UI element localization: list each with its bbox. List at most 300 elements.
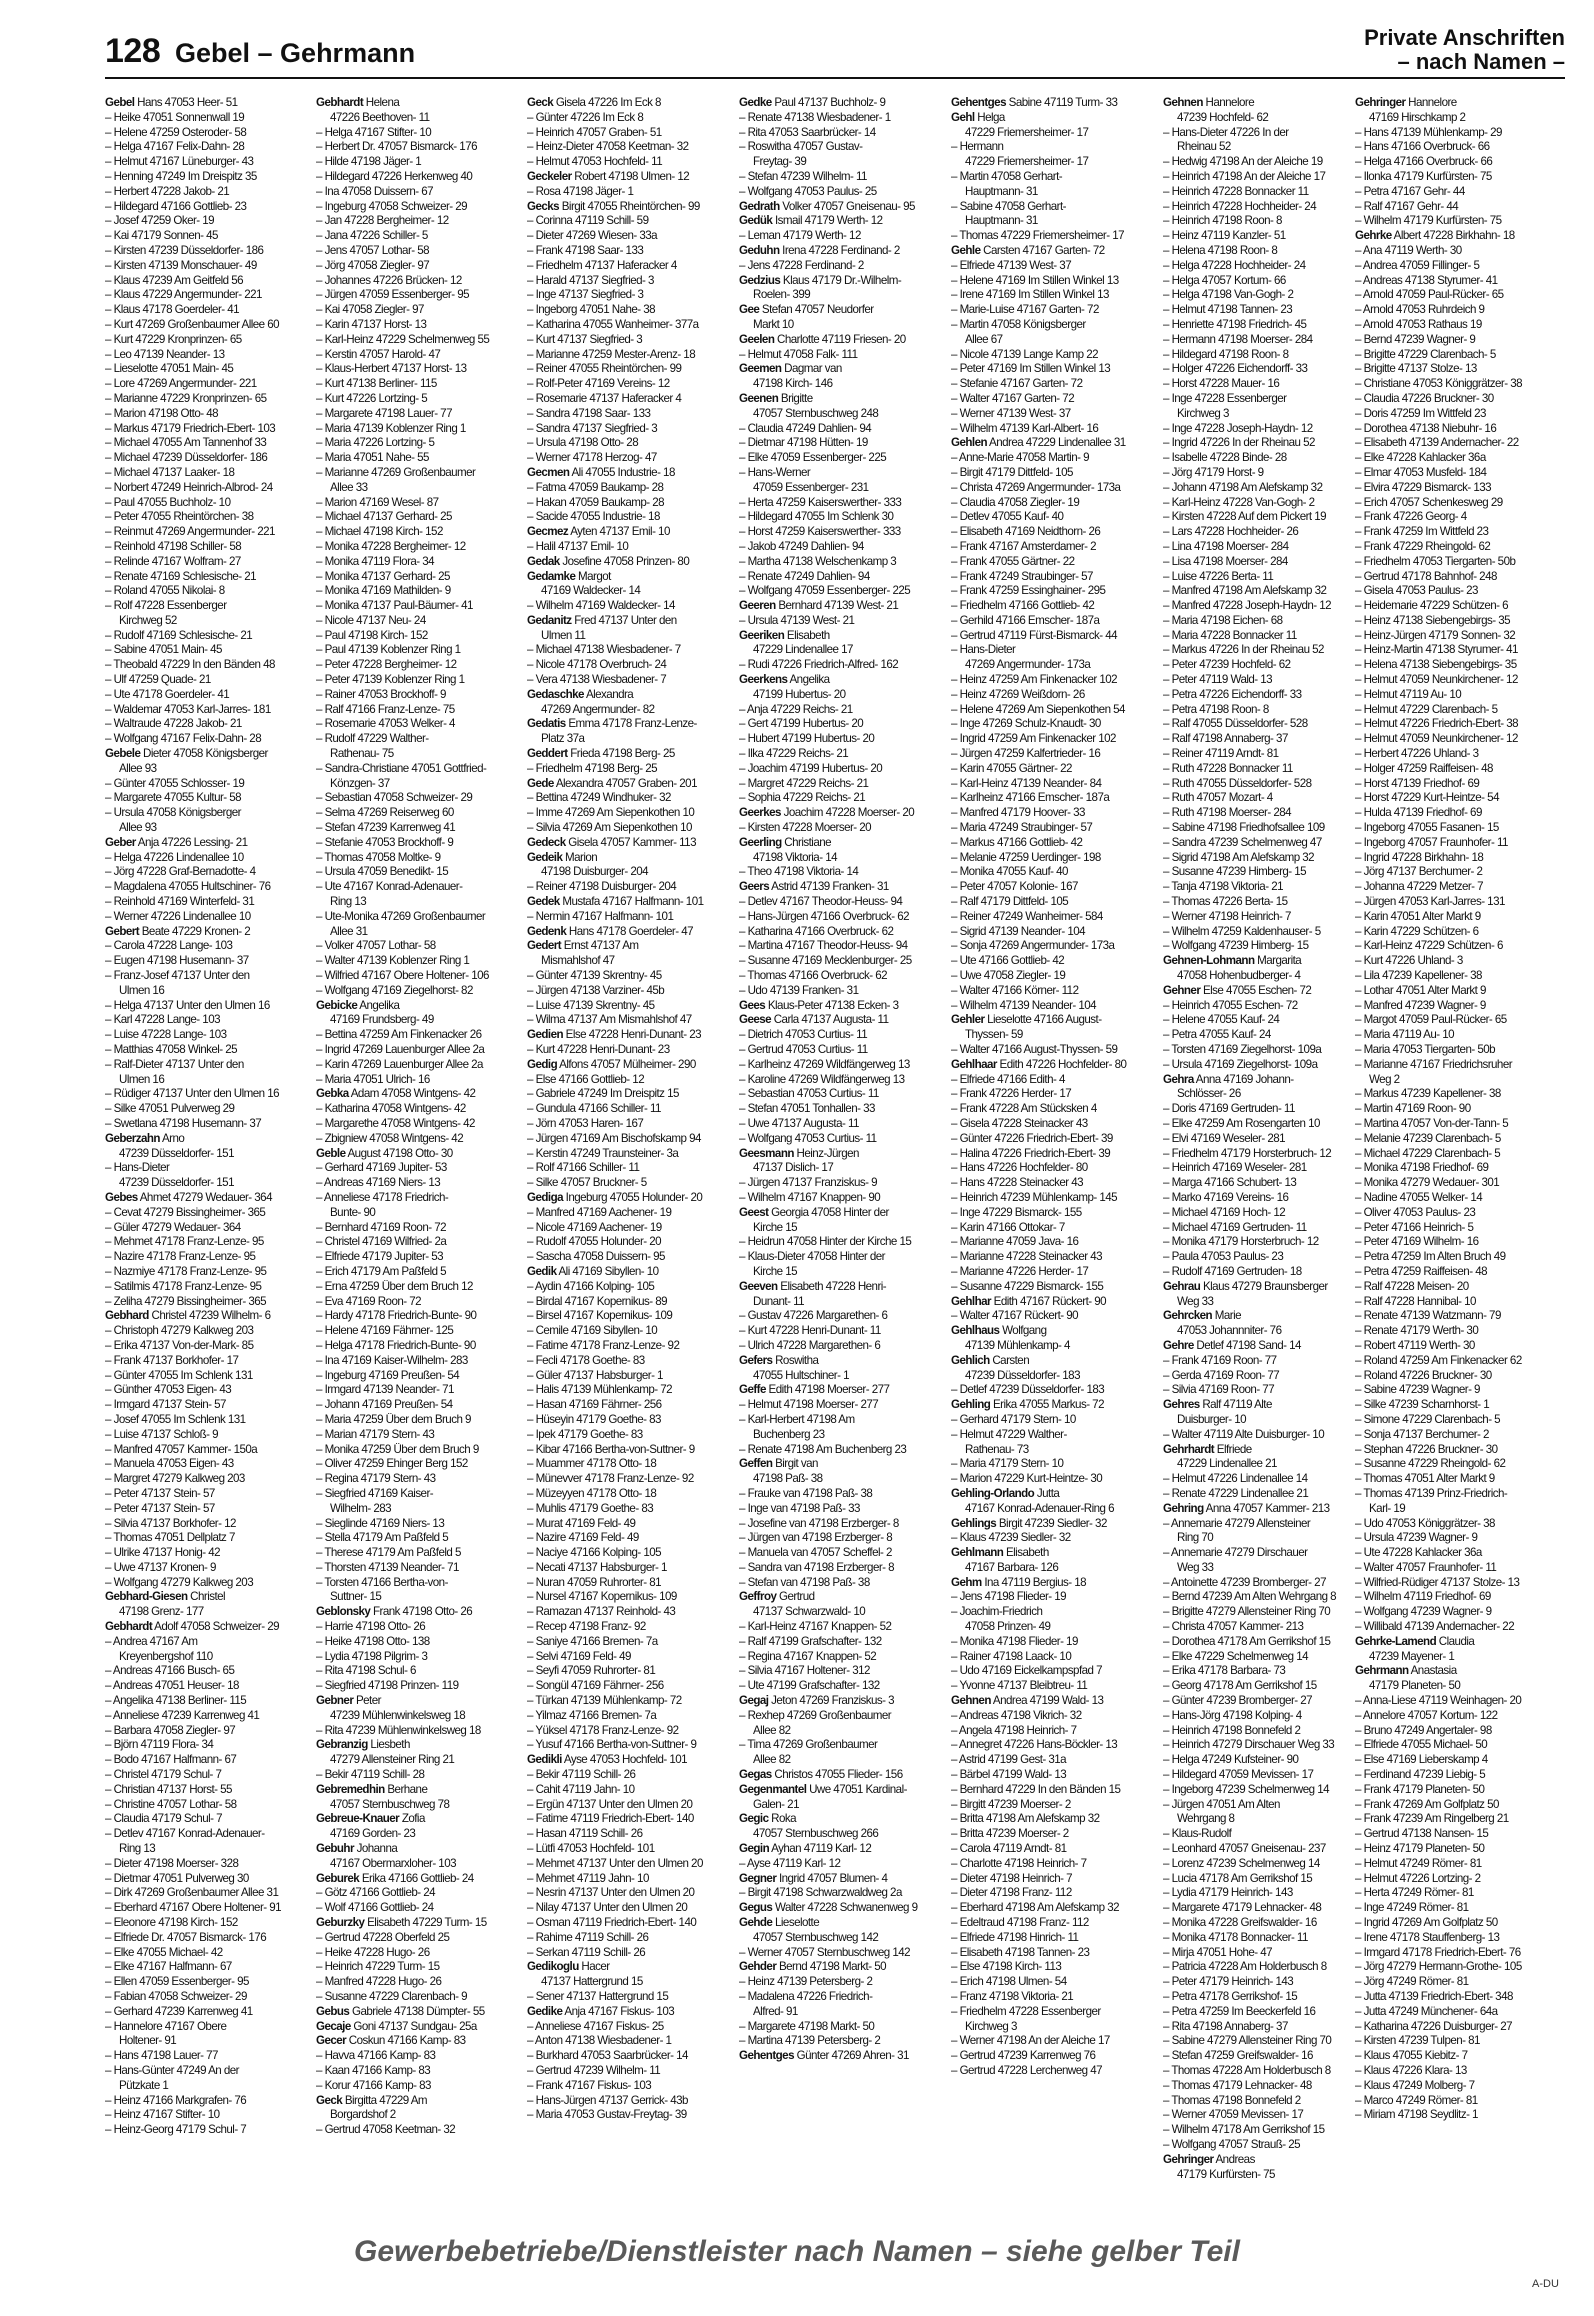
directory-entry: – Dirk 47269 Großenbaumer Allee 31	[105, 1886, 279, 1900]
directory-entry: Weg 33	[1177, 1294, 1214, 1308]
directory-entry: – Heinrich 47169 Weseler- 281	[1163, 1161, 1307, 1175]
directory-entry: – Wolfgang 47239 Himberg- 15	[1163, 939, 1309, 953]
directory-entry: 47167 Barbara- 126	[965, 1560, 1059, 1574]
directory-entry: – Marianne 47226 Herder- 17	[951, 1264, 1089, 1278]
directory-entry: – Renate 47138 Wiesbadener- 1	[739, 110, 891, 124]
directory-entry: – Tima 47269 Großenbaumer	[739, 1738, 878, 1752]
directory-entry: – Erika 47137 Von-der-Mark- 85	[105, 1338, 254, 1352]
directory-entry: – Christoph 47279 Kalkweg 203	[105, 1324, 254, 1338]
directory-entry: – Irmgard 47137 Stein- 57	[105, 1398, 226, 1412]
directory-entry: – Thomas 47139 Prinz-Friedrich-	[1355, 1486, 1508, 1500]
directory-entry: – Stephan 47226 Bruckner- 30	[1355, 1442, 1498, 1456]
directory-entry: – Karoline 47269 Wildfängerweg 13	[739, 1072, 905, 1086]
directory-entry: – Hans-Jürgen 47166 Overbruck- 62	[739, 909, 910, 923]
directory-entry: – Burkhard 47053 Saarbrücker- 14	[527, 2049, 688, 2063]
directory-entry: – Stefan 47239 Karrenweg 41	[316, 821, 456, 835]
directory-entry: – Rainer 47198 Laack- 10	[951, 1649, 1072, 1663]
directory-entry: Gedik Ali 47169 Sibyllen- 10	[527, 1264, 659, 1278]
directory-entry: Wehrgang 8	[1177, 1812, 1235, 1826]
directory-entry: Gehlich Carsten	[951, 1353, 1030, 1367]
directory-entry: – Detlev 47167 Theodor-Heuss- 94	[739, 895, 903, 909]
directory-entry: – Frauke van 47198 Paß- 38	[739, 1486, 873, 1500]
directory-entry: – Ruth 47057 Mozart- 4	[1163, 791, 1273, 805]
directory-entry: Karl- 19	[1369, 1501, 1406, 1515]
directory-entry: – Monika 47137 Paul-Bäumer- 41	[316, 599, 473, 613]
directory-entry: Geeriken Elisabeth	[739, 628, 830, 642]
directory-entry: – Helmut 47198 Tannen- 23	[1163, 303, 1293, 317]
directory-entry: – Lothar 47051 Alter Markt 9	[1355, 983, 1486, 997]
directory-entry: – Korur 47166 Kamp- 83	[316, 2078, 431, 2092]
directory-entry: – Paul 47055 Buchholz- 10	[105, 495, 231, 509]
directory-entry: – Rudi 47226 Friedrich-Alfred- 162	[739, 658, 899, 672]
directory-entry: – Gert 47199 Hubertus- 20	[739, 717, 864, 731]
directory-entry: – Kai 47058 Ziegler- 97	[316, 303, 424, 317]
directory-entry: Gees Klaus-Peter 47138 Ecken- 3	[739, 998, 899, 1012]
directory-entry: – Luise 47228 Lange- 103	[105, 1028, 227, 1042]
directory-entry: – Inge van 47198 Paß- 33	[739, 1501, 860, 1515]
directory-entry: – Werner 47198 An der Aleiche 17	[951, 2034, 1110, 2048]
directory-entry: 47055 Hultschiner- 1	[753, 1368, 849, 1382]
directory-entry: – Günter 47226 Friedrich-Ebert- 39	[951, 1131, 1113, 1145]
directory-entry: – Monika 47178 Bonnacker- 11	[1163, 1930, 1308, 1944]
directory-entry: – Georg 47178 Am Gerrikshof 15	[1163, 1679, 1317, 1693]
directory-entry: Gehrke Albert 47228 Birkhahn- 18	[1355, 229, 1515, 243]
directory-entry: – Inge 47228 Essenberger	[1163, 391, 1287, 405]
directory-entry: – Songül 47169 Fährner- 256	[527, 1679, 664, 1693]
directory-entry: – Recep 47198 Franz- 92	[527, 1620, 646, 1634]
directory-entry: – Christian 47137 Horst- 55	[105, 1782, 232, 1796]
directory-entry: – Horst 47229 Kurt-Heintze- 54	[1355, 791, 1499, 805]
directory-entry: – Martina 47139 Petersberg- 2	[739, 2034, 881, 2048]
directory-entry: Gecks Birgit 47055 Rheintörchen- 99	[527, 199, 700, 213]
directory-entry: – Helga 47226 Lindenallee 10	[105, 850, 244, 864]
directory-entry: – Manfred 47169 Aachener- 19	[527, 1205, 672, 1219]
directory-entry: – Rita 47053 Saarbrücker- 14	[739, 125, 876, 139]
directory-entry: – Ingeburg 47169 Preußen- 54	[316, 1368, 460, 1382]
directory-entry: – Elke 47229 Schelmenweg 14	[1163, 1649, 1308, 1663]
directory-column	[1355, 96, 1560, 2201]
directory-entry: 47053 Johannniter- 76	[1177, 1324, 1282, 1338]
directory-entry: Gedük Ismail 47179 Werth- 12	[739, 214, 883, 228]
directory-entry: – Kurt 47228 Henri-Dunant- 23	[527, 1043, 670, 1056]
directory-entry: Gebhard Christel 47239 Wilhelm- 6	[105, 1309, 271, 1323]
directory-entry: 47167 Obermarxloher- 103	[330, 1856, 457, 1870]
directory-entry: – Bekir 47119 Schill- 28	[316, 1768, 425, 1782]
directory-entry: – Klaus 47178 Goerdeler- 41	[105, 303, 240, 317]
directory-entry: – Nursel 47167 Kopernikus- 109	[527, 1590, 677, 1604]
directory-entry: Geburek Erika 47166 Gottlieb- 24	[316, 1871, 474, 1885]
directory-entry: – Swetlana 47198 Husemann- 37	[105, 1116, 262, 1130]
directory-entry: – Yilmaz 47166 Bremen- 7a	[527, 1708, 657, 1722]
directory-entry: – Petra 47178 Gerrikshof- 15	[1163, 1990, 1298, 2003]
directory-entry: 47198 Kirch- 146	[753, 377, 833, 391]
directory-entry: – Johann 47169 Preußen- 54	[316, 1398, 453, 1412]
directory-entry: 47198 Paß- 38	[753, 1472, 823, 1486]
directory-entry: – Christine 47057 Lothar- 58	[105, 1797, 237, 1811]
corner-code: A-DU	[1532, 2278, 1559, 2290]
directory-entry: – Elke 47228 Kahlacker 36a	[1355, 451, 1486, 465]
directory-entry: – Christa 47057 Kammer- 213	[1163, 1620, 1304, 1634]
directory-entry: – Karl-Heinz 47229 Schützen- 6	[1355, 939, 1503, 953]
directory-entry: – Siegfried 47198 Prinzen- 119	[316, 1679, 459, 1693]
directory-entry: Gehre Detlef 47198 Sand- 14	[1163, 1338, 1301, 1352]
directory-entry: – Marian 47179 Stern- 43	[316, 1427, 435, 1441]
directory-entry: – Ralf-Dieter 47137 Unter den	[105, 1057, 244, 1071]
directory-entry: – Monika 47259 Über dem Bruch 9	[316, 1442, 479, 1456]
directory-entry: Gebner Peter	[316, 1694, 381, 1708]
directory-entry: – Nazmiye 47178 Franz-Lenze- 95	[105, 1264, 267, 1278]
directory-entry: – Martin 47058 Gerhart-	[951, 169, 1063, 183]
directory-entry: – Cahit 47119 Jahn- 10	[527, 1782, 635, 1796]
section-title-line-1: Private Anschriften	[1364, 25, 1565, 50]
directory-entry: – Werner 47226 Lindenallee 10	[105, 909, 251, 923]
directory-entry: – Margarete 47198 Markt- 50	[739, 2019, 875, 2033]
directory-entry: – Helmut 47198 Moerser- 277	[739, 1398, 879, 1412]
directory-entry: – Frank 47228 Am Stücksken 4	[951, 1102, 1097, 1116]
directory-entry: – Peter 47166 Heinrich- 5	[1355, 1220, 1474, 1234]
directory-entry: Gehringer Hannelore	[1355, 96, 1457, 109]
directory-entry: Gehm Ina 47119 Bergius- 18	[951, 1575, 1087, 1589]
directory-entry: 47169 Gorden- 23	[330, 1827, 416, 1841]
directory-entry: Gedikoglu Hacer	[527, 1960, 610, 1974]
directory-entry: Geffroy Gertrud	[739, 1590, 815, 1604]
directory-entry: – Hubert 47199 Hubertus- 20	[739, 732, 875, 746]
directory-entry: Gedeik Marion	[527, 850, 598, 864]
directory-entry: – Ruth 47228 Bonnacker 11	[1163, 761, 1293, 775]
directory-entry: – Thomas 47051 Dellplatz 7	[105, 1531, 235, 1545]
directory-entry: Geers Astrid 47139 Franken- 31	[739, 880, 889, 894]
directory-entry: – Lars 47228 Hochheider- 26	[1163, 525, 1299, 539]
directory-entry: – Monika 47228 Bergheimer- 12	[316, 539, 466, 553]
directory-entry: – Kibar 47166 Bertha-von-Suttner- 9	[527, 1442, 695, 1456]
directory-entry: – Nadine 47055 Welker- 14	[1355, 1190, 1483, 1204]
directory-entry: Kirche 15	[753, 1264, 798, 1278]
directory-entry: – Thomas 47166 Overbruck- 62	[739, 969, 888, 983]
directory-entry: – Margret 47279 Kalkweg 203	[105, 1472, 245, 1486]
directory-entry: – Karin 47229 Schützen- 6	[1355, 924, 1479, 938]
directory-entry: – Nesrin 47137 Unter den Ulmen 20	[527, 1886, 695, 1900]
directory-entry: 47229 Friemersheimer- 17	[965, 155, 1089, 169]
directory-entry: – Thomas 47051 Alter Markt 9	[1355, 1472, 1495, 1486]
directory-entry: – Helene 47259 Osteroder- 58	[105, 125, 247, 139]
directory-entry: – Magdalena 47055 Hultschiner- 76	[105, 880, 271, 894]
directory-entry: – Wolfgang 47053 Curtius- 11	[739, 1131, 877, 1145]
directory-entry: Gehder Bernd 47198 Markt- 50	[739, 1960, 886, 1974]
directory-entry: – Sigrid 47139 Neander- 104	[951, 924, 1086, 938]
directory-entry: Ulmen 16	[119, 983, 165, 997]
directory-entry: Kirche 15	[753, 1220, 798, 1234]
directory-entry: – Birdal 47167 Kopernikus- 89	[527, 1294, 668, 1308]
directory-entry: – Patricia 47228 Am Holderbusch 8	[1163, 1960, 1327, 1974]
directory-entry: – Nilay 47137 Unter den Ulmen 20	[527, 1901, 688, 1915]
directory-entry: – Kurt 47138 Berliner- 115	[316, 377, 437, 391]
directory-entry: – Aydin 47166 Kolping- 105	[527, 1279, 655, 1293]
directory-entry: – Helena 47198 Roon- 8	[1163, 243, 1278, 257]
directory-entry: – Marion 47229 Kurt-Heintze- 30	[951, 1472, 1103, 1486]
directory-entry: – Eugen 47198 Husemann- 37	[105, 954, 249, 968]
directory-entry: – Elmar 47053 Musfeld- 184	[1355, 465, 1487, 479]
directory-entry: – Kaan 47166 Kamp- 83	[316, 2063, 431, 2077]
directory-entry: Gedeck Gisela 47057 Kammer- 113	[527, 835, 696, 849]
directory-entry: Gegenmantel Uwe 47051 Kardinal-	[739, 1782, 907, 1796]
directory-entry: – Ralf 47228 Hannibal- 10	[1355, 1294, 1476, 1308]
directory-entry: – Gertrud 47239 Wilhelm- 11	[527, 2063, 661, 2077]
directory-entry: – Jörg 47279 Hermann-Grothe- 105	[1355, 1960, 1522, 1974]
directory-entry: – Helga 47198 Van-Gogh- 2	[1163, 288, 1294, 302]
directory-entry: – Dorothea 47138 Niebuhr- 16	[1355, 421, 1497, 435]
directory-entry: – Frank 47167 Fiskus- 103	[527, 2078, 652, 2092]
directory-entry: – Thomas 47228 Am Holderbusch 8	[1163, 2063, 1331, 2077]
directory-entry: – Erika 47178 Barbara- 73	[1163, 1664, 1286, 1678]
directory-entry: – Heinrich 47057 Graben- 51	[527, 125, 662, 139]
directory-entry: – Margarete 47055 Kultur- 58	[105, 791, 242, 805]
directory-entry: – Elisabeth 47169 Neidthorn- 26	[951, 525, 1101, 539]
directory-entry: – Frank 47169 Roon- 77	[1163, 1353, 1277, 1367]
directory-entry: – Michael 47169 Hoch- 12	[1163, 1205, 1286, 1219]
directory-entry: – Sonja 47137 Berchumer- 2	[1355, 1427, 1489, 1441]
directory-entry: – Nermin 47167 Halfmann- 101	[527, 909, 674, 923]
directory-entry: – Helga 47166 Overbruck- 66	[1355, 155, 1493, 169]
directory-entry: 47137 Dislich- 17	[753, 1161, 834, 1175]
directory-entry: – Johannes 47226 Brücken- 12	[316, 273, 462, 287]
directory-entry: Kirchweg 3	[1177, 406, 1229, 420]
directory-entry: Allee 67	[965, 332, 1003, 346]
directory-entry: – Ursula 47058 Königsberger	[105, 806, 241, 820]
directory-entry: Allee 93	[119, 821, 157, 835]
directory-column	[1163, 96, 1368, 2201]
directory-entry: – Renate 47249 Dahlien- 94	[739, 569, 870, 583]
directory-entry: – Roland 47055 Nikolai- 8	[105, 584, 225, 598]
directory-entry: – Rüdiger 47137 Unter den Ulmen 16	[105, 1087, 280, 1101]
directory-entry: – Martina 47057 Von-der-Tann- 5	[1355, 1116, 1509, 1130]
directory-entry: – Franz-Josef 47137 Unter den	[105, 969, 250, 983]
directory-entry: – Michael 47198 Kirch- 152	[316, 525, 443, 539]
directory-entry: – Maria 47249 Straubinger- 57	[951, 821, 1093, 835]
directory-entry: – Peter 47239 Hochfeld- 62	[1163, 658, 1291, 672]
directory-entry: 47239 Düsseldorfer- 151	[119, 1146, 234, 1160]
directory-entry: – Bettina 47259 Am Finkenacker 26	[316, 1028, 482, 1042]
directory-entry: – Frank 47249 Straubinger- 57	[951, 569, 1093, 583]
directory-entry: – Marion 47198 Otto- 48	[105, 406, 219, 420]
page-range-title: Gebel – Gehrmann	[175, 38, 416, 68]
directory-entry: – Michael 47137 Gerhard- 25	[316, 510, 452, 524]
directory-entry: – Nazire 47178 Franz-Lenze- 95	[105, 1250, 256, 1264]
directory-entry: – Sandra 47198 Saar- 133	[527, 406, 651, 420]
directory-entry: – Sandra 47137 Siegfried- 3	[527, 421, 658, 435]
directory-entry: – Martin 47169 Roon- 90	[1355, 1102, 1471, 1116]
directory-entry: – Jürgen 47169 Am Bischofskamp 94	[527, 1131, 701, 1145]
directory-entry: – Christa 47269 Angermunder- 173a	[951, 480, 1121, 494]
directory-entry: – Claudia 47249 Dahlien- 94	[739, 421, 872, 435]
directory-entry: – Osman 47119 Friedrich-Ebert- 140	[527, 1916, 697, 1930]
directory-entry: Gegus Walter 47228 Schwanenweg 9	[739, 1901, 918, 1915]
directory-entry: – Christel 47169 Wilfried- 2a	[316, 1235, 447, 1249]
directory-entry: – Udo 47053 Königgrätzer- 38	[1355, 1516, 1495, 1530]
directory-entry: – Jutta 47249 Münchener- 64a	[1355, 2004, 1498, 2018]
directory-entry: – Hildegard 47226 Herkenweg 40	[316, 169, 473, 183]
directory-entry: – Maria 47051 Nahe- 55	[316, 451, 429, 465]
directory-entry: – Heidemarie 47229 Schützen- 6	[1355, 599, 1509, 613]
directory-entry: – Karl-Heinz 47229 Schelmenweg 55	[316, 332, 490, 346]
directory-entry: – Jürgen 47137 Franziskus- 9	[739, 1176, 877, 1190]
directory-entry: – Ursula 47139 West- 21	[739, 613, 855, 627]
directory-entry: Gebel Hans 47053 Heer- 51	[105, 96, 238, 109]
directory-entry: – Hakan 47059 Baukamp- 28	[527, 495, 665, 509]
directory-entry: 47169 Waldecker- 14	[541, 584, 641, 598]
directory-entry: – Eleonore 47198 Kirch- 152	[105, 1916, 238, 1930]
directory-entry: – Andreas 47169 Niers- 13	[316, 1176, 441, 1190]
directory-entry: – Werner 47139 West- 37	[951, 406, 1071, 420]
directory-entry: – Hasan 47119 Schill- 26	[527, 1827, 643, 1841]
directory-entry: – Hans-Jörg 47198 Kolping- 4	[1163, 1708, 1302, 1722]
directory-entry: – Bruno 47249 Angertaler- 98	[1355, 1723, 1492, 1737]
directory-entry: – Paula 47053 Paulus- 23	[1163, 1250, 1284, 1264]
directory-entry: – Jörg 47228 Graf-Bernadotte- 4	[105, 865, 256, 879]
directory-entry: – Ute 47178 Goerdeler- 41	[105, 687, 230, 701]
directory-entry: – Annelore 47057 Kortum- 122	[1355, 1708, 1498, 1722]
directory-entry: Gehner Else 47055 Eschen- 72	[1163, 983, 1312, 997]
directory-entry: – Ruth 47198 Moerser- 284	[1163, 806, 1292, 820]
directory-entry: – Sandra-Christiane 47051 Gottfried-	[316, 761, 487, 775]
directory-entry: – Michael 47169 Gertruden- 11	[1163, 1220, 1307, 1234]
directory-entry: Gehde Lieselotte	[739, 1916, 820, 1930]
directory-entry: Geffen Birgit van	[739, 1457, 818, 1471]
directory-entry: – Kirsten 47228 Moerser- 20	[739, 821, 872, 835]
directory-entry: – Wilhelm 47169 Waldecker- 14	[527, 599, 675, 613]
directory-entry: – Hans-Werner	[739, 465, 811, 479]
directory-entry: – Elisabeth 47198 Tannen- 23	[951, 1945, 1090, 1959]
directory-entry: – Heinrich 47055 Eschen- 72	[1163, 998, 1298, 1012]
directory-entry: Rheinau 52	[1177, 140, 1231, 154]
directory-entry: Geffe Edith 47198 Moerser- 277	[739, 1383, 890, 1397]
directory-entry: – Sebastian 47058 Schweizer- 29	[316, 791, 473, 805]
directory-entry: – Herbert 47226 Uhland- 3	[1355, 747, 1479, 761]
directory-entry: – Simone 47229 Clarenbach- 5	[1355, 1412, 1501, 1426]
directory-entry: – Wilhelm 47119 Friedhof- 69	[1355, 1590, 1491, 1604]
directory-entry: – Jörg 47249 Römer- 81	[1355, 1975, 1469, 1989]
directory-entry: – Ipek 47179 Goethe- 83	[527, 1427, 643, 1441]
directory-entry: – Eva 47169 Roon- 72	[316, 1294, 422, 1308]
directory-entry: – Nicole 47178 Overbruch- 24	[527, 658, 667, 672]
directory-entry: – Thomas 47226 Berta- 15	[1163, 895, 1288, 909]
directory-entry: – Martha 47138 Welschenkamp 3	[739, 554, 897, 568]
directory-entry: Gebhard-Giesen Christel	[105, 1590, 226, 1604]
directory-entry: – Stefanie 47167 Garten- 72	[951, 377, 1083, 391]
directory-entry: – Waltraude 47228 Jakob- 21	[105, 717, 242, 731]
directory-entry: – Andreas 47198 Vikrich- 32	[951, 1708, 1082, 1722]
directory-entry: Ulmen 11	[541, 628, 586, 642]
directory-entry: Gedatis Emma 47178 Franz-Lenze-	[527, 717, 697, 731]
directory-entry: – Gisela 47053 Paulus- 23	[1355, 584, 1478, 598]
directory-entry: – Isabelle 47228 Binde- 28	[1163, 451, 1287, 465]
directory-entry: – Dietmar 47051 Pulverweg 30	[105, 1871, 249, 1885]
directory-entry: – Silvia 47169 Roon- 77	[1163, 1383, 1275, 1397]
directory-entry: – Oliver 47259 Ehinger Berg 152	[316, 1457, 468, 1471]
directory-entry: – Melanie 47239 Clarenbach- 5	[1355, 1131, 1501, 1145]
directory-entry: – Yusuf 47166 Bertha-von-Suttner- 9	[527, 1738, 697, 1752]
directory-entry: Gehnen Andrea 47199 Wald- 13	[951, 1694, 1104, 1708]
directory-column	[105, 96, 310, 2201]
directory-entry: – Fabian 47058 Schweizer- 29	[105, 1990, 247, 2003]
directory-entry: – Karin 47051 Alter Markt 9	[1355, 909, 1481, 923]
directory-entry: – Kirsten 47239 Düsseldorfer- 186	[105, 243, 264, 257]
directory-entry: Dunant- 11	[753, 1294, 805, 1308]
directory-entry: – Muammer 47178 Otto- 18	[527, 1457, 657, 1471]
directory-entry: – Walter 47166 Körner- 112	[951, 983, 1079, 997]
directory-entry: – Maria 47259 Über dem Bruch 9	[316, 1412, 471, 1426]
directory-entry: – Peter 47179 Heinrich- 143	[1163, 1975, 1294, 1989]
directory-entry: – Heike 47228 Hugo- 26	[316, 1945, 430, 1959]
directory-entry: – Selma 47269 Reiserweg 60	[316, 806, 454, 820]
directory-entry: Wilhelm- 283	[330, 1501, 392, 1515]
directory-entry: Geble August 47198 Otto- 30	[316, 1146, 453, 1160]
directory-entry: – Hannelore 47167 Obere	[105, 2019, 227, 2033]
directory-entry: – Margret 47229 Reichs- 21	[739, 776, 869, 790]
directory-entry: – Michael 47239 Düsseldorfer- 186	[105, 451, 268, 465]
directory-entry: – Markus 47226 In der Rheinau 52	[1163, 643, 1324, 657]
directory-entry: – Ayse 47119 Karl- 12	[739, 1856, 841, 1870]
directory-entry: Gebreue-Knauer Zofia	[316, 1812, 425, 1826]
directory-entry: – Friedhelm 47179 Horsterbruch- 12	[1163, 1146, 1332, 1160]
directory-entry: – Susanne 47229 Rheingold- 62	[1355, 1457, 1506, 1471]
directory-entry: – Klaus 47055 Kiebitz- 7	[1355, 2049, 1468, 2063]
directory-entry: – Stefan 47259 Greifswalder- 16	[1163, 2049, 1313, 2063]
directory-entry: – Fatime 47178 Franz-Lenze- 92	[527, 1338, 680, 1352]
directory-entry: – Ingrid 47228 Birkhahn- 18	[1355, 850, 1484, 864]
directory-entry: – Sieglinde 47169 Niers- 13	[316, 1516, 445, 1530]
directory-entry: – Anja 47229 Reichs- 21	[739, 702, 853, 716]
directory-entry: – Heinz 47139 Petersberg- 2	[739, 1975, 873, 1989]
directory-entry: – Roland 47259 Am Finkenacker 62	[1355, 1353, 1522, 1367]
directory-entry: – Rita 47198 Schul- 6	[316, 1664, 416, 1678]
directory-entry: – Roland 47226 Bruckner- 30	[1355, 1368, 1492, 1382]
directory-entry: 47167 Konrad-Adenauer-Ring 6	[965, 1501, 1114, 1515]
directory-entry: – Siegfried 47169 Kaiser-	[316, 1486, 434, 1500]
directory-entry: – Ingeborg 47057 Fraunhofer- 11	[1355, 835, 1508, 849]
directory-entry: – Helmut 47059 Neunkirchener- 12	[1355, 732, 1518, 746]
directory-entry: – Ulf 47259 Quade- 21	[105, 673, 211, 687]
directory-entry: – Helmut 47059 Neunkirchener- 12	[1355, 673, 1518, 687]
directory-entry: – Stella 47179 Am Paßfeld 5	[316, 1531, 449, 1545]
directory-entry: – Jürgen 47138 Varziner- 45b	[527, 983, 665, 997]
directory-entry: – Birgitt 47239 Moerser- 2	[951, 1797, 1071, 1811]
directory-entry: Gedamke Margot	[527, 569, 611, 583]
directory-entry: – Leo 47139 Neander- 13	[105, 347, 225, 361]
directory-entry: – Else 47166 Gottlieb- 12	[527, 1072, 645, 1086]
directory-entry: – Walter 47139 Koblenzer Ring 1	[316, 954, 470, 968]
directory-entry: – Renate 47229 Lindenallee 21	[1163, 1486, 1309, 1500]
directory-entry: 47269 Angermunder- 173a	[965, 658, 1091, 672]
directory-columns	[105, 96, 1565, 2201]
directory-entry: – Kurt 47229 Kronprinzen- 65	[105, 332, 242, 346]
directory-entry: – Anneliese 47239 Karrenweg 41	[105, 1708, 260, 1722]
directory-entry: – Margarete 47179 Lehnacker- 48	[1163, 1901, 1322, 1915]
directory-entry: – Helmut 47229 Clarenbach- 5	[1355, 702, 1498, 716]
directory-entry: 47229 Lindenallee 17	[753, 643, 853, 657]
directory-entry: – Reinhold 47198 Schiller- 58	[105, 539, 242, 553]
directory-entry: 47239 Hochfeld- 62	[1177, 110, 1269, 124]
directory-entry: – Vera 47138 Wiesbadener- 7	[527, 673, 667, 687]
directory-entry: – Hans 47228 Steinacker 43	[951, 1176, 1084, 1190]
directory-entry: – Claudia 47179 Schul- 7	[105, 1812, 222, 1826]
directory-entry: – Andreas 47166 Busch- 65	[105, 1664, 235, 1678]
directory-entry: – Imme 47269 Am Siepenkothen 10	[527, 806, 695, 820]
directory-entry: – Nicole 47139 Lange Kamp 22	[951, 347, 1099, 361]
directory-entry: – Sandra van 47198 Erzberger- 8	[739, 1560, 895, 1574]
directory-entry: – Ute 47199 Grafschafter- 132	[739, 1679, 880, 1693]
directory-entry: – Ilonka 47179 Kurfürsten- 75	[1355, 169, 1492, 183]
directory-entry: – Britta 47198 Am Alefskamp 32	[951, 1812, 1100, 1826]
